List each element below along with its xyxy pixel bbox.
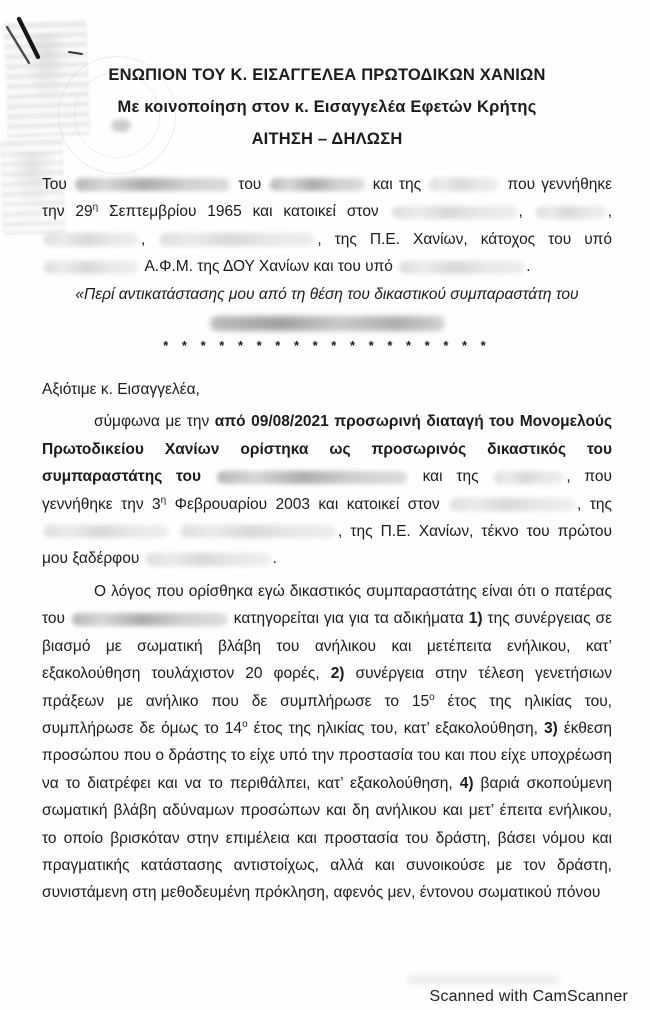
superscript: η [160,494,167,506]
text: , [141,230,159,248]
document-body [42,66,612,907]
redacted-text [44,233,139,246]
text: , [518,203,534,221]
text: του [232,176,268,193]
text: έκθεση προσώπου που ο δράστης το είχε υπό την προστασία του και που είχε υποχρέωση να το διατρέφει και να το περιθάλπει, κατ’ εξακολούθηση, [42,719,613,792]
list-number: 4) [459,774,474,792]
redacted-text [44,261,139,274]
text: , της [577,495,612,513]
text: συνέργεια στην τέλεση γενετήσιων πράξεων με ανήλικο που δε συμπλήρωσε το 15 [42,665,612,710]
text: κατηγορείται για για τα αδικήματα [228,610,469,628]
text: . [526,258,531,276]
applicant-paragraph [42,171,612,281]
text [171,523,179,540]
redacted-text [392,206,517,219]
list-number: 1) [468,610,483,628]
text: Ο λόγος που ορίσθηκα εγώ δικαστικός συμπαραστάτης είναι ότι ο πατέρας του [42,582,612,628]
list-number: 2) [330,665,345,683]
scanner-credit: Scanned with CamScanner [429,988,628,1005]
text: Α.Φ.Μ. της ΔΟΥ Χανίων και του υπό [141,258,398,276]
salutation: Αξιότιμε κ. Εισαγγελέα, [42,381,200,399]
redacted-text [399,261,524,274]
redacted-text [160,233,315,246]
text: . [272,550,277,568]
redacted-name [210,316,445,331]
redacted-text [181,525,336,538]
text: και της [408,468,493,486]
text: που γεννήθηκε την 29 [42,176,612,221]
text: , που γεννήθηκε την 3 [42,468,612,513]
text: , της Π.Ε. Χανίων, τέκνο του πρώτου μου ξαδέρφου [42,523,613,568]
superscript: ο [429,691,435,703]
redacted-text [75,178,230,191]
list-number: 3) [543,719,558,737]
asterisk-divider: * * * * * * * * * * * * * * * * * * [163,338,491,354]
text: σύμφωνα με την [94,413,215,431]
grounds-paragraph [42,578,612,907]
superscript: ο [242,718,248,730]
redacted-text [429,178,499,191]
notification-heading: Με κοινοποίηση στον κ. Εισαγγελέα Εφετών Κρήτης [117,98,537,116]
redacted-text [494,471,564,484]
text: Του [42,176,74,193]
redacted-text [146,553,271,566]
text: Φεβρουαρίου 2003 και κατοικεί στον [166,495,449,513]
document-title: ΑΙΤΗΣΗ – ΔΗΛΩΣΗ [251,130,403,148]
redacted-text [44,525,169,538]
appointment-paragraph [42,408,612,572]
redacted-text [536,206,606,219]
scan-smudge-icon [408,976,558,983]
text: της συνέργειας σε βιασμό με σωματική βλάβη του ανήλικου και μετέπειτα ενήλικου, κατ’ εξακολούθηση τουλάχιστον 20 φορές, [42,610,612,683]
text: έτος της ηλικίας του, συμπλήρωσε δε όμως το 14 [42,692,612,737]
subject-quote: «Περί αντικατάστασης μου από τη θέση του δικαστικού συμπαραστάτη του [75,285,579,303]
redacted-text [270,178,365,191]
text: και της [366,176,428,193]
redacted-text [217,471,407,484]
redacted-text [450,498,575,511]
text: Σεπτεμβρίου 1965 και κατοικεί στον [98,203,390,221]
superscript: η [92,202,99,214]
addressee-heading: ΕΝΩΠΙΟΝ ΤΟΥ Κ. ΕΙΣΑΓΓΕΛΕΑ ΠΡΩΤΟΔΙΚΩΝ ΧΑΝΙΩΝ [108,66,546,84]
text: βαριά σκοπούμενη σωματική βλάβη αδύναμων προσώπων και δη ανήλικου και μετ’ έπειτα ενήλικου, το οποίο βρισκόταν στην επιμέλεια και προστασία του δράστη, βάσει νόμου και πραγματικής κατάστασης αντιστοίχως, αλλά και συνοικούσε με τον δράστη, συνιστάμενη στη μεθοδευμένη πρόκληση, αφενός μεν, έντονου σωματικού πόνου [42,774,612,902]
bold-text: από 09/08/2021 προσωρινή διαταγή του Μονομελούς Πρωτοδικείου Χανίων ορίστηκα ως προσωρινός δικαστικός του συμπαραστάτης του [42,413,613,486]
redacted-text [72,613,227,626]
text: έτος της ηλικίας του, κατ’ εξακολούθηση, [247,719,544,737]
text: , της Π.Ε. Χανίων, κάτοχος του υπό [317,230,612,248]
text: , [607,203,612,221]
